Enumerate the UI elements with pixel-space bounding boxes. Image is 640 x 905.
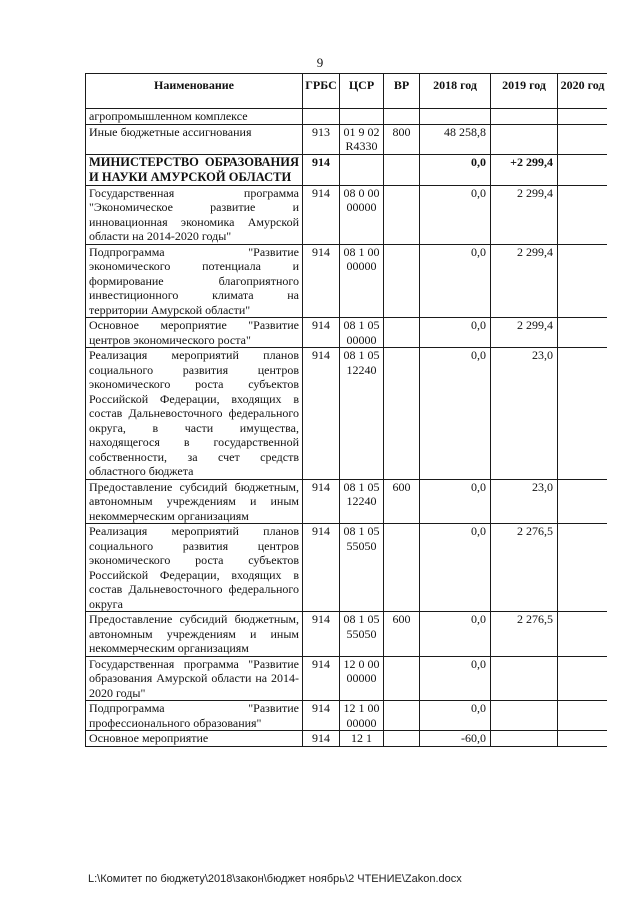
cell-grbs: 914	[303, 244, 340, 318]
cell-2019	[491, 656, 558, 701]
table-row	[86, 244, 608, 318]
cell-2020	[558, 318, 608, 348]
cell-name: Подпрограмма "Развитие экономического потенциала и формирование благоприятного инвестиционного климата на территории Амурской области"	[86, 244, 303, 318]
cell-grbs: 914	[303, 612, 340, 657]
cell-name: Реализация мероприятий планов социального развития центров экономического роста субъектов Российской Федерации, входящих в состав Дальневосточного федерального округа, в части имущества, находящегося в государственной собственности, за счет средств областного бюджета	[86, 348, 303, 480]
cell-csr: 08 1 00 00000	[340, 244, 384, 318]
cell-vr: 600	[384, 479, 420, 524]
cell-vr: 800	[384, 124, 420, 154]
cell-name: МИНИСТЕРСТВО ОБРАЗОВАНИЯ И НАУКИ АМУРСКОЙ ОБЛАСТИ	[86, 154, 303, 185]
cell-name: Подпрограмма "Развитие профессионального образования"	[86, 701, 303, 731]
cell-2018: 0,0	[420, 701, 491, 731]
cell-2019: 2 276,5	[491, 524, 558, 612]
table-row	[86, 612, 608, 657]
cell-csr: 12 1 00 00000	[340, 701, 384, 731]
cell-csr: 08 1 05 12240	[340, 348, 384, 480]
cell-2020	[558, 656, 608, 701]
cell-2020	[558, 701, 608, 731]
cell-2019: 23,0	[491, 479, 558, 524]
cell-2019	[491, 124, 558, 154]
cell-2019: +2 299,4	[491, 154, 558, 185]
cell-vr	[384, 318, 420, 348]
cell-grbs	[303, 109, 340, 125]
cell-2019	[491, 701, 558, 731]
budget-table	[85, 73, 607, 747]
cell-csr: 08 1 05 12240	[340, 479, 384, 524]
cell-2019: 2 299,4	[491, 185, 558, 244]
cell-grbs: 914	[303, 731, 340, 747]
cell-2018: 0,0	[420, 244, 491, 318]
cell-name: Предоставление субсидий бюджетным, автономным учреждениям и иным некоммерческим организациям	[86, 479, 303, 524]
cell-name: Основное мероприятие "Развитие центров экономического роста"	[86, 318, 303, 348]
cell-2020	[558, 731, 608, 747]
header-2020: 2020 год	[558, 74, 608, 109]
table-row	[86, 124, 608, 154]
header-2018: 2018 год	[420, 74, 491, 109]
table-row	[86, 656, 608, 701]
table-row	[86, 154, 608, 185]
cell-name: Иные бюджетные ассигнования	[86, 124, 303, 154]
table-header-row	[86, 74, 608, 109]
cell-2018: 0,0	[420, 154, 491, 185]
cell-2020	[558, 612, 608, 657]
cell-csr: 01 9 02 R4330	[340, 124, 384, 154]
cell-2018: 0,0	[420, 185, 491, 244]
cell-vr	[384, 656, 420, 701]
cell-2018: 0,0	[420, 479, 491, 524]
cell-grbs: 914	[303, 154, 340, 185]
cell-vr	[384, 244, 420, 318]
cell-2018: 0,0	[420, 318, 491, 348]
cell-csr: 08 0 00 00000	[340, 185, 384, 244]
cell-name: Государственная программа "Развитие образования Амурской области на 2014-2020 годы"	[86, 656, 303, 701]
cell-2018: -60,0	[420, 731, 491, 747]
cell-2018: 0,0	[420, 612, 491, 657]
table-row	[86, 318, 608, 348]
cell-csr	[340, 109, 384, 125]
file-path-footer: L:\Комитет по бюджету\2018\закон\бюджет ноябрь\2 ЧТЕНИЕ\Zakon.docx	[88, 873, 462, 885]
cell-2020	[558, 154, 608, 185]
cell-name: Основное мероприятие	[86, 731, 303, 747]
table-row	[86, 185, 608, 244]
cell-2020	[558, 124, 608, 154]
table-row	[86, 524, 608, 612]
cell-2019: 2 299,4	[491, 244, 558, 318]
cell-2020	[558, 185, 608, 244]
cell-vr	[384, 348, 420, 480]
table-row	[86, 701, 608, 731]
cell-2018: 48 258,8	[420, 124, 491, 154]
header-grbs: ГРБС	[303, 74, 340, 109]
cell-vr	[384, 185, 420, 244]
cell-grbs: 913	[303, 124, 340, 154]
cell-csr	[340, 154, 384, 185]
cell-vr	[384, 701, 420, 731]
cell-vr: 600	[384, 612, 420, 657]
cell-name: агропромышленном комплексе	[86, 109, 303, 125]
cell-grbs: 914	[303, 479, 340, 524]
cell-csr: 12 0 00 00000	[340, 656, 384, 701]
cell-name: Государственная программа "Экономическое развитие и инновационная экономика Амурской области на 2014-2020 годы"	[86, 185, 303, 244]
header-vr: ВР	[384, 74, 420, 109]
cell-2020	[558, 348, 608, 480]
table-row	[86, 479, 608, 524]
cell-csr: 08 1 05 55050	[340, 524, 384, 612]
cell-2020	[558, 109, 608, 125]
cell-vr	[384, 731, 420, 747]
page-number: 9	[316, 55, 324, 70]
cell-grbs: 914	[303, 348, 340, 480]
cell-2018: 0,0	[420, 524, 491, 612]
header-name: Наименование	[86, 74, 303, 109]
cell-grbs: 914	[303, 656, 340, 701]
cell-grbs: 914	[303, 185, 340, 244]
cell-csr: 12 1	[340, 731, 384, 747]
cell-grbs: 914	[303, 701, 340, 731]
budget-table-container	[85, 73, 607, 860]
header-2019: 2019 год	[491, 74, 558, 109]
cell-grbs: 914	[303, 524, 340, 612]
table-row	[86, 348, 608, 480]
cell-2018	[420, 109, 491, 125]
cell-2018: 0,0	[420, 656, 491, 701]
cell-csr: 08 1 05 00000	[340, 318, 384, 348]
cell-2019	[491, 731, 558, 747]
cell-2019: 23,0	[491, 348, 558, 480]
cell-2020	[558, 524, 608, 612]
cell-csr: 08 1 05 55050	[340, 612, 384, 657]
header-csr: ЦСР	[340, 74, 384, 109]
cell-vr	[384, 154, 420, 185]
cell-name: Реализация мероприятий планов социального развития центров экономического роста субъектов Российской Федерации, входящих в состав Дальневосточного федерального округа	[86, 524, 303, 612]
cell-2019	[491, 109, 558, 125]
cell-2019: 2 299,4	[491, 318, 558, 348]
cell-2018: 0,0	[420, 348, 491, 480]
table-row	[86, 731, 608, 747]
cell-vr	[384, 109, 420, 125]
cell-2019: 2 276,5	[491, 612, 558, 657]
cell-vr	[384, 524, 420, 612]
table-row	[86, 109, 608, 125]
cell-2020	[558, 479, 608, 524]
cell-name: Предоставление субсидий бюджетным, автономным учреждениям и иным некоммерческим организациям	[86, 612, 303, 657]
cell-2020	[558, 244, 608, 318]
cell-grbs: 914	[303, 318, 340, 348]
